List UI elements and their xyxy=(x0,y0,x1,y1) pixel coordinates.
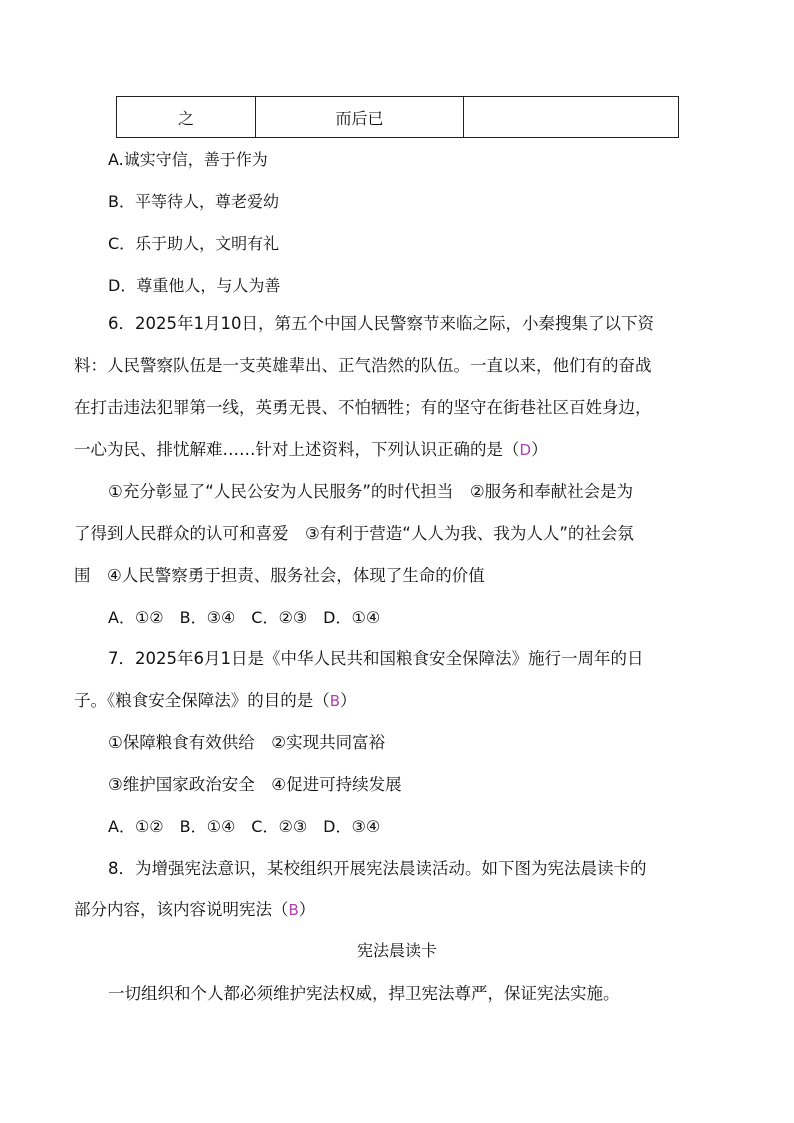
card-title: 宪法晨读卡 xyxy=(356,941,437,960)
q5-option-c: C．乐于助人，文明有礼 xyxy=(108,234,280,253)
q5-option-a: A.诚实守信，善于作为 xyxy=(108,150,268,169)
q6-stem-line: 6．2025年1月10日，第五个中国人民警察节来临之际，小秦搜集了以下资 xyxy=(108,314,654,333)
q7-stem-line: 7．2025年6月1日是《中华人民共和国粮食安全保障法》施行一周年的日 xyxy=(108,649,644,668)
q7-stem-last-line xyxy=(74,690,357,712)
q6-statement-line: 了得到人民群众的认可和喜爱 ③有利于营造“人人为我、我为人人”的社会氛 xyxy=(74,524,634,543)
table-cell xyxy=(464,97,679,138)
q6-options: A．①② B．③④ C．②③ D．①④ xyxy=(108,608,381,627)
q6-stem-line: 料：人民警察队伍是一支英雄辈出、正气浩然的队伍。一直以来，他们有的奋战 xyxy=(74,356,652,375)
q7-statement-line: ①保障粮食有效供给 ②实现共同富裕 xyxy=(108,733,386,752)
q7-stem-text: 子。《粮食安全保障法》的目的是（ xyxy=(74,691,330,710)
q6-statement-line: 围 ④人民警察勇于担责、服务社会，体现了生命的价值 xyxy=(74,566,485,585)
q7-close-paren: ） xyxy=(340,691,357,710)
q6-answer: D xyxy=(519,441,532,459)
q6-close-paren: ） xyxy=(531,440,548,459)
continuation-table xyxy=(116,96,679,138)
table-cell: 之 xyxy=(117,97,256,138)
q5-option-b: B．平等待人，尊老爱幼 xyxy=(108,192,279,211)
q6-stem-last-line xyxy=(74,439,548,461)
q8-close-paren: ） xyxy=(298,900,316,919)
q8-stem-line: 8．为增强宪法意识，某校组织开展宪法晨读活动。如下图为宪法晨读卡的 xyxy=(108,859,647,878)
q8-answer: B xyxy=(288,901,299,919)
q7-statement-line: ③维护国家政治安全 ④促进可持续发展 xyxy=(108,775,402,794)
q5-option-d: D．尊重他人，与人为善 xyxy=(108,276,281,295)
q8-stem-text: 部分内容，该内容说明宪法（ xyxy=(74,900,289,919)
q8-stem-last-line xyxy=(74,899,315,921)
table-cell: 而后已 xyxy=(256,97,464,138)
table-row xyxy=(117,97,679,138)
q6-statement-line: ①充分彰显了“人民公安为人民服务”的时代担当 ②服务和奉献社会是为 xyxy=(108,482,634,501)
q6-stem-line: 在打击违法犯罪第一线，英勇无畏、不怕牺牲；有的坚守在街巷社区百姓身边， xyxy=(74,398,652,417)
card-text: 一切组织和个人都必须维护宪法权威，捍卫宪法尊严，保证宪法实施。 xyxy=(108,984,620,1003)
q7-answer: B xyxy=(329,692,341,710)
q7-options: A．①② B．①④ C．②③ D．③④ xyxy=(108,817,381,836)
q6-stem-text: 一心为民、排忧解难……针对上述资料，下列认识正确的是（ xyxy=(74,440,520,459)
